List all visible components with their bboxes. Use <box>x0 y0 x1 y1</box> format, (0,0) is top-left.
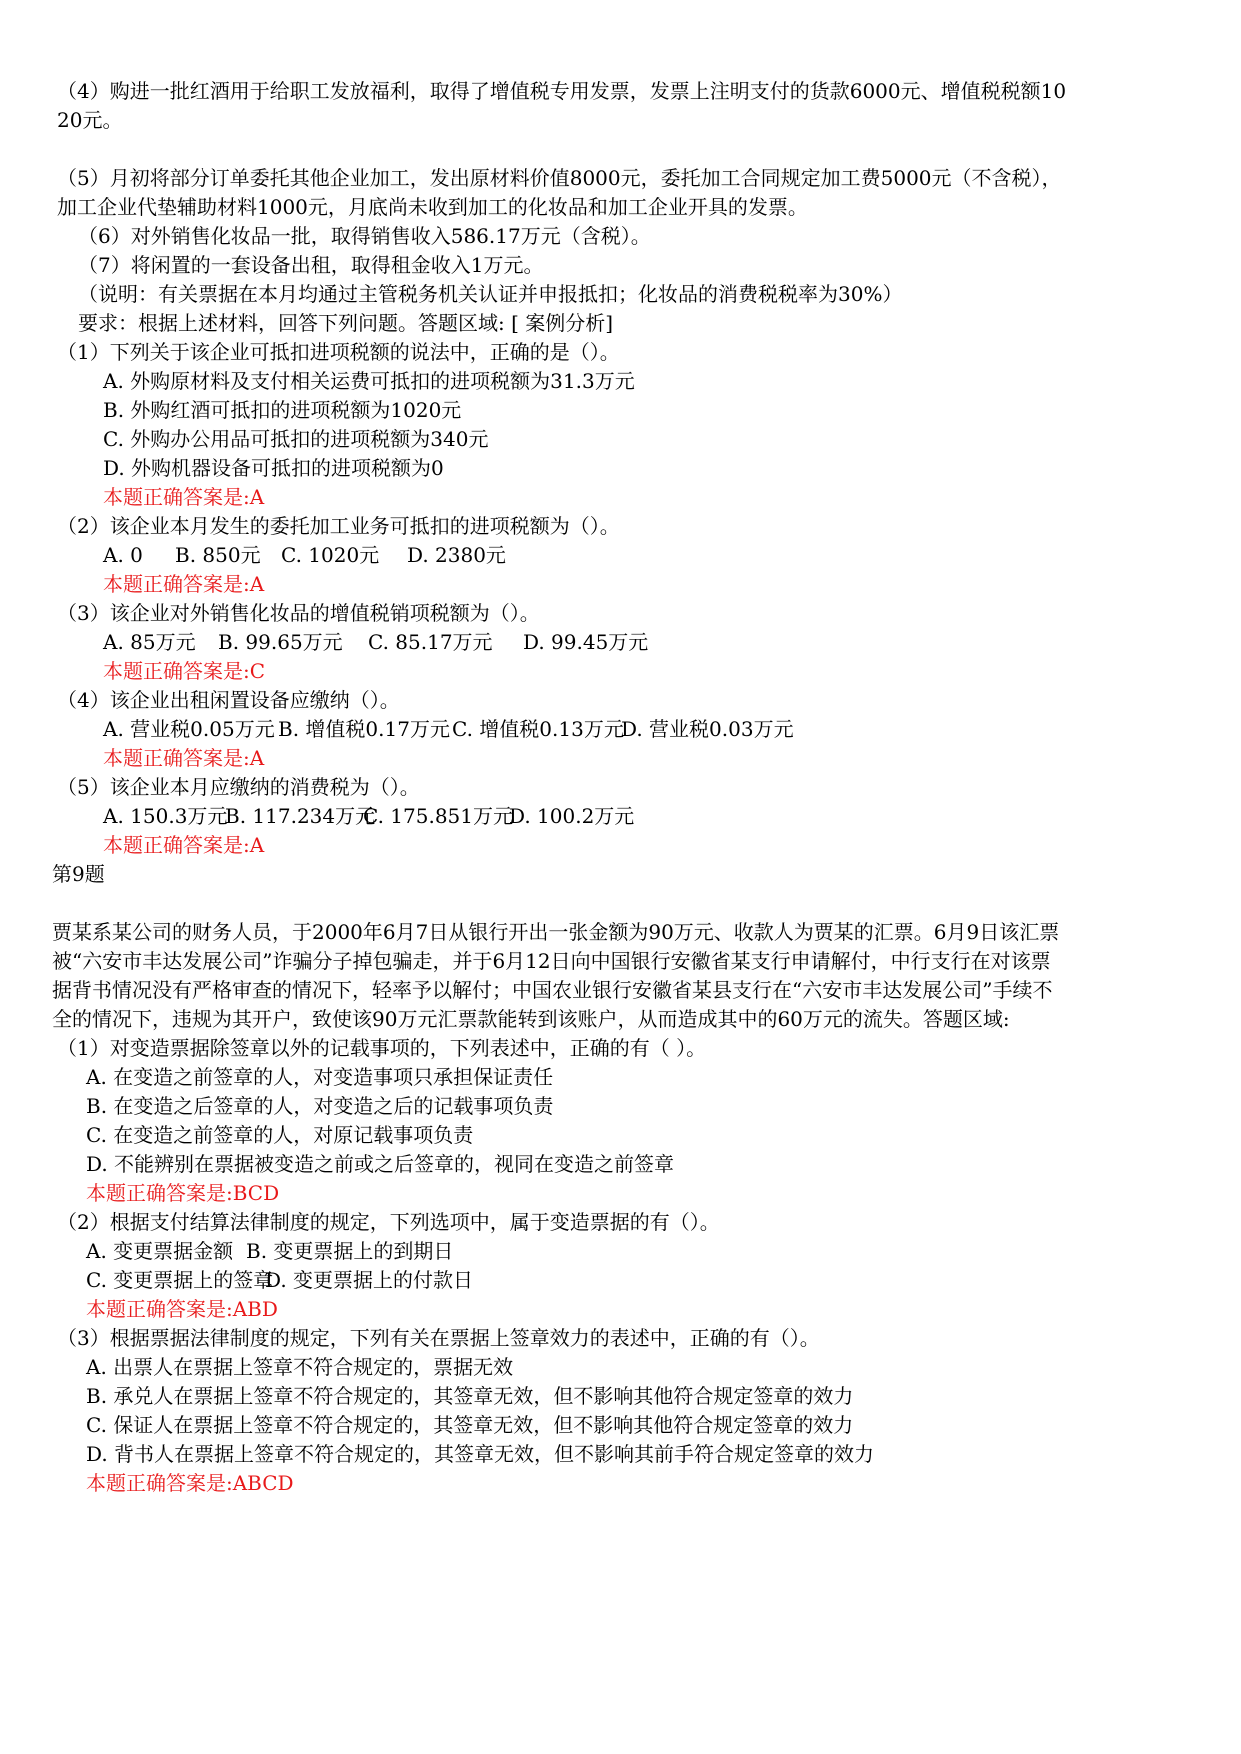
question-number: 第9题 <box>52 862 105 886</box>
option-d: D. 2380元 <box>407 543 506 567</box>
answer: 本题正确答案是:A <box>103 833 265 857</box>
option-c: C. 增值税0.13万元 <box>452 717 624 741</box>
answer: 本题正确答案是:BCD <box>86 1181 280 1205</box>
question-stem: （1）对变造票据除签章以外的记载事项的，下列表述中，正确的有（ ）。 <box>57 1036 707 1060</box>
option-d: D. 变更票据上的付款日 <box>265 1268 474 1292</box>
question-stem: （3）根据票据法律制度的规定，下列有关在票据上签章效力的表述中，正确的有（）。 <box>57 1326 820 1350</box>
item-4-line-1: （4）购进一批红酒用于给职工发放福利，取得了增值税专用发票，发票上注明支付的货款6000元、增值税税额10 <box>57 79 1067 103</box>
option-d: D. 营业税0.03万元 <box>621 717 794 741</box>
answer: 本题正确答案是:C <box>103 659 266 683</box>
item-7: （7）将闲置的一套设备出租，取得租金收入1万元。 <box>78 253 544 277</box>
option-a: A. 150.3万元 <box>103 804 228 828</box>
option-b: B. 承兑人在票据上签章不符合规定的，其签章无效，但不影响其他符合规定签章的效力 <box>86 1384 854 1408</box>
option-a: A. 在变造之前签章的人，对变造事项只承担保证责任 <box>86 1065 554 1089</box>
option-a: A. 营业税0.05万元 <box>103 717 275 741</box>
option-c: C. 175.851万元 <box>363 804 514 828</box>
option-b: B. 变更票据上的到期日 <box>246 1239 454 1263</box>
question-stem: （2）根据支付结算法律制度的规定，下列选项中，属于变造票据的有（）。 <box>57 1210 720 1234</box>
option-b: B. 外购红酒可抵扣的进项税额为1020元 <box>103 398 462 422</box>
question-stem: （5）该企业本月应缴纳的消费税为（）。 <box>57 775 420 799</box>
option-c: C. 在变造之前签章的人，对原记载事项负责 <box>86 1123 474 1147</box>
answer: 本题正确答案是:A <box>103 572 265 596</box>
option-b: B. 117.234万元 <box>225 804 376 828</box>
answer: 本题正确答案是:A <box>103 485 265 509</box>
question-stem: （2）该企业本月发生的委托加工业务可抵扣的进项税额为（）。 <box>57 514 620 538</box>
question-stem: （3）该企业对外销售化妆品的增值税销项税额为（）。 <box>57 601 540 625</box>
option-c: C. 变更票据上的签章 <box>86 1268 274 1292</box>
option-d: D. 99.45万元 <box>523 630 649 654</box>
option-d: D. 不能辨别在票据被变造之前或之后签章的，视同在变造之前签章 <box>86 1152 675 1176</box>
question-stem: （1）下列关于该企业可抵扣进项税额的说法中，正确的是（）。 <box>57 340 620 364</box>
item-6: （6）对外销售化妆品一批，取得销售收入586.17万元（含税）。 <box>78 224 651 248</box>
option-c: C. 85.17万元 <box>368 630 493 654</box>
option-d: D. 100.2万元 <box>509 804 635 828</box>
case-paragraph-line: 全的情况下，违规为其开户，致使该90万元汇票款能转到该账户，从而造成其中的60万元的流失。答题区域: <box>52 1007 1010 1031</box>
item-4-line-2: 20元。 <box>57 108 123 132</box>
item-5-line-2: 加工企业代垫辅助材料1000元，月底尚未收到加工的化妆品和加工企业开具的发票。 <box>57 195 808 219</box>
option-d: D. 外购机器设备可抵扣的进项税额为0 <box>103 456 444 480</box>
option-a: A. 85万元 <box>103 630 196 654</box>
item-5-line-1: （5）月初将部分订单委托其他企业加工，发出原材料价值8000元，委托加工合同规定加工费5000元（不含税）， <box>57 166 1062 190</box>
answer: 本题正确答案是:ABD <box>86 1297 278 1321</box>
option-c: C. 保证人在票据上签章不符合规定的，其签章无效，但不影响其他符合规定签章的效力 <box>86 1413 854 1437</box>
option-a: A. 0 <box>103 543 143 567</box>
case-paragraph-line: 被“六安市丰达发展公司”诈骗分子掉包骗走，并于6月12日向中国银行安徽省某支行申请解付，中行支行在对该票 <box>52 949 1051 973</box>
option-b: B. 99.65万元 <box>218 630 343 654</box>
note: （说明：有关票据在本月均通过主管税务机关认证并申报抵扣；化妆品的消费税税率为30%） <box>78 282 903 306</box>
requirement: 要求：根据上述材料，回答下列问题。答题区域: [ 案例分析] <box>78 311 614 335</box>
option-a: A. 外购原材料及支付相关运费可抵扣的进项税额为31.3万元 <box>103 369 635 393</box>
option-a: A. 出票人在票据上签章不符合规定的，票据无效 <box>86 1355 514 1379</box>
answer: 本题正确答案是:ABCD <box>86 1471 294 1495</box>
case-paragraph-line: 贾某系某公司的财务人员，于2000年6月7日从银行开出一张金额为90万元、收款人为贾某的汇票。6月9日该汇票 <box>52 920 1060 944</box>
option-c: C. 1020元 <box>281 543 380 567</box>
option-b: B. 850元 <box>175 543 261 567</box>
option-b: B. 在变造之后签章的人，对变造之后的记载事项负责 <box>86 1094 554 1118</box>
question-stem: （4）该企业出租闲置设备应缴纳（）。 <box>57 688 400 712</box>
option-c: C. 外购办公用品可抵扣的进项税额为340元 <box>103 427 489 451</box>
option-a: A. 变更票据金额 <box>86 1239 234 1263</box>
case-paragraph-line: 据背书情况没有严格审查的情况下，轻率予以解付；中国农业银行安徽省某县支行在“六安市丰达发展公司”手续不 <box>52 978 1053 1002</box>
option-b: B. 增值税0.17万元 <box>278 717 450 741</box>
answer: 本题正确答案是:A <box>103 746 265 770</box>
option-d: D. 背书人在票据上签章不符合规定的，其签章无效，但不影响其前手符合规定签章的效力 <box>86 1442 875 1466</box>
